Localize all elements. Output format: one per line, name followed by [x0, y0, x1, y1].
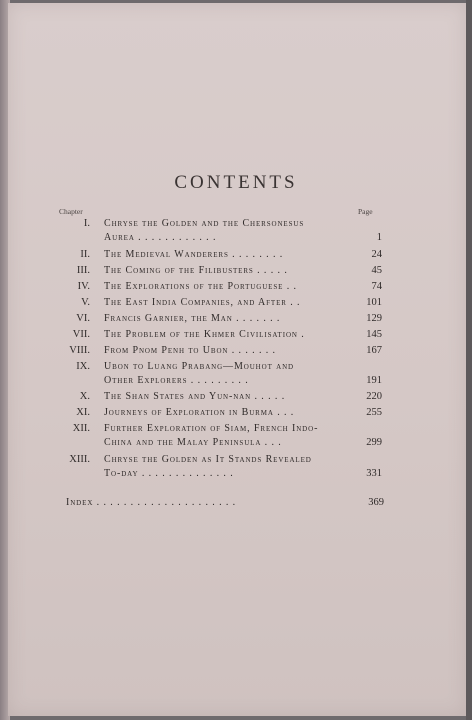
- page-number: 74: [371, 281, 382, 292]
- page-title: CONTENTS: [174, 172, 298, 193]
- page-number: 45: [371, 265, 382, 276]
- chapter-title: The Medieval Wanderers . . . . . . . .: [104, 249, 284, 260]
- toc-entry-index: [0, 497, 472, 511]
- page-number: 220: [366, 391, 382, 402]
- chapter-number: III.: [76, 265, 90, 276]
- toc-entry: [0, 313, 472, 327]
- chapter-title: The Problem of the Khmer Civilisation .: [104, 329, 305, 340]
- page-edge: [466, 0, 472, 720]
- page-number: 331: [366, 468, 382, 479]
- page-number: 191: [366, 375, 382, 386]
- chapter-number: XIII.: [69, 454, 90, 465]
- toc-entry: [0, 423, 472, 451]
- index-label: Index . . . . . . . . . . . . . . . . . . . . .: [66, 497, 237, 508]
- toc-entry: [0, 281, 472, 295]
- page-number: 101: [366, 297, 382, 308]
- page-number: 24: [371, 249, 382, 260]
- chapter-title-continued: China and the Malay Peninsula . . .: [104, 437, 282, 448]
- chapter-number: VII.: [72, 329, 90, 340]
- page-number: 129: [366, 313, 382, 324]
- chapter-number: I.: [83, 218, 90, 229]
- book-page: [8, 3, 466, 716]
- chapter-title: The East India Companies, and After . .: [104, 297, 301, 308]
- toc-entry: [0, 297, 472, 311]
- chapter-number: IV.: [77, 281, 90, 292]
- toc-entry: [0, 391, 472, 405]
- chapter-title-continued: To-day . . . . . . . . . . . . . .: [104, 468, 234, 479]
- chapter-title: The Shan States and Yun-nan . . . . .: [104, 391, 286, 402]
- toc-entry: [0, 249, 472, 263]
- chapter-number: VI.: [76, 313, 90, 324]
- page-number: 299: [366, 437, 382, 448]
- page-number: 145: [366, 329, 382, 340]
- page-number: 255: [366, 407, 382, 418]
- toc-entry: [0, 454, 472, 482]
- chapter-title: Further Exploration of Siam, French Indo-: [104, 423, 319, 434]
- chapter-column-label: Chapter: [59, 207, 83, 216]
- chapter-title: From Pnom Penh to Ubon . . . . . . .: [104, 345, 276, 356]
- chapter-title: Chryse the Golden and the Chersonesus: [104, 218, 305, 229]
- chapter-number: II.: [80, 249, 90, 260]
- toc-entry: [0, 218, 472, 246]
- toc-entry: [0, 329, 472, 343]
- chapter-number: XII.: [72, 423, 90, 434]
- chapter-number: XI.: [76, 407, 90, 418]
- chapter-number: V.: [81, 297, 90, 308]
- chapter-number: X.: [79, 391, 90, 402]
- chapter-number: VIII.: [69, 345, 90, 356]
- chapter-title: Journeys of Exploration in Burma . . .: [104, 407, 295, 418]
- chapter-title-continued: Aurea . . . . . . . . . . . .: [104, 232, 217, 243]
- chapter-title: The Coming of the Filibusters . . . . .: [104, 265, 288, 276]
- chapter-title: Chryse the Golden as It Stands Revealed: [104, 454, 312, 465]
- toc-entry: [0, 361, 472, 389]
- toc-entry: [0, 345, 472, 359]
- chapter-title: Francis Garnier, the Man . . . . . . .: [104, 313, 281, 324]
- page-number: 1: [376, 232, 382, 243]
- chapter-title: Ubon to Luang Prabang—Mouhot and: [104, 361, 295, 372]
- chapter-title-continued: Other Explorers . . . . . . . . .: [104, 375, 249, 386]
- chapter-number: IX.: [76, 361, 90, 372]
- chapter-title: The Explorations of the Portuguese . .: [104, 281, 297, 292]
- page-number: 369: [368, 497, 384, 508]
- page-column-label: Page: [358, 207, 373, 216]
- page-number: 167: [366, 345, 382, 356]
- toc-entry: [0, 407, 472, 421]
- toc-entry: [0, 265, 472, 279]
